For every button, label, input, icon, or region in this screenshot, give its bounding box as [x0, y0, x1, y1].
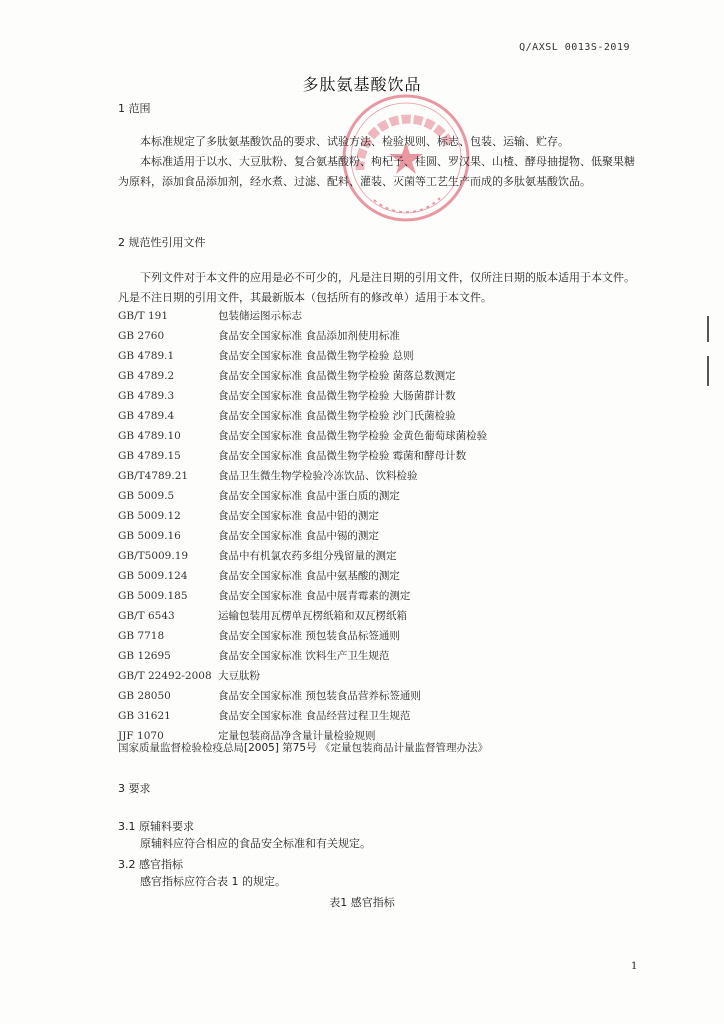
section-1-para-1-text: 本标准规定了多肽氨基酸饮品的要求、试验方法、检验规则、标志、包装、运输、贮存。: [140, 135, 569, 148]
ref-code: GB 5009.16: [118, 530, 181, 542]
ref-code: JJF 1070: [118, 730, 164, 742]
ref-code: GB/T5009.19: [118, 550, 189, 562]
ref-title: 食品安全国家标准 食品中铅的测定: [218, 510, 379, 522]
binding-edge-mark-icon: [702, 316, 714, 386]
section-1-heading: 1 范围: [118, 102, 151, 115]
ref-title: 食品安全国家标准 食品微生物学检验 总则: [218, 350, 414, 362]
ref-title: 运输包装用瓦楞单瓦楞纸箱和双瓦楞纸箱: [218, 610, 407, 622]
ref-code: GB/T 191: [118, 310, 169, 322]
ref-code: GB/T 22492-2008: [118, 670, 212, 682]
ref-title: 食品安全国家标准 食品中锡的测定: [218, 530, 379, 542]
ref-code: GB 4789.3: [118, 390, 175, 402]
ref-title: 大豆肽粉: [218, 670, 260, 682]
section-1-para-1: [118, 132, 638, 152]
section-2-intro: [118, 268, 638, 308]
ref-code: GB 4789.1: [118, 350, 175, 362]
section-1-para-2: [118, 152, 638, 192]
page-number: 1: [631, 961, 638, 972]
ref-code: GB 4789.10: [118, 430, 181, 442]
ref-code: GB 5009.124: [118, 570, 188, 582]
regulation-reference: 国家质量监督检验检疫总局[2005] 第75号 《定量包装商品计量监督管理办法》: [118, 742, 488, 754]
section-3-2-text: [118, 872, 638, 892]
ref-code: GB 5009.12: [118, 510, 181, 522]
section-3-heading: 3 要求: [118, 782, 151, 795]
ref-code: GB 4789.15: [118, 450, 181, 462]
section-3-1-heading: 3.1 原辅料要求: [118, 820, 194, 833]
ref-code: GB 5009.5: [118, 490, 175, 502]
ref-title: 食品中有机氯农药多组分残留量的测定: [218, 550, 397, 562]
ref-title: 食品安全国家标准 食品添加剂使用标准: [218, 330, 400, 342]
ref-code: GB 4789.2: [118, 370, 175, 382]
ref-code: GB 12695: [118, 650, 171, 662]
section-2-intro-text: 下列文件对于本文件的应用是必不可少的，凡是注日期的引用文件，仅所注日期的版本适用于本文件。凡是不注日期的引用文件，其最新版本（包括所有的修改单）适用于本文件。: [118, 271, 635, 304]
ref-title: 食品安全国家标准 食品中蛋白质的测定: [218, 490, 400, 502]
ref-code: GB 5009.185: [118, 590, 188, 602]
ref-title: 食品安全国家标准 食品经营过程卫生规范: [218, 710, 411, 722]
ref-title: 食品卫生微生物学检验冷冻饮品、饮料检验: [218, 470, 418, 482]
ref-title: 食品安全国家标准 食品中展青霉素的测定: [218, 590, 411, 602]
section-3-1-text-body: 原辅料应符合相应的食品安全标准和有关规定。: [140, 837, 371, 850]
ref-code: GB 4789.4: [118, 410, 175, 422]
ref-title: 食品安全国家标准 食品微生物学检验 菌落总数测定: [218, 370, 456, 382]
ref-title: 食品安全国家标准 食品微生物学检验 大肠菌群计数: [218, 390, 456, 402]
ref-title: 食品安全国家标准 预包装食品标签通则: [218, 630, 400, 642]
section-2-heading: 2 规范性引用文件: [118, 236, 206, 249]
ref-title: 食品安全国家标准 食品微生物学检验 霉菌和酵母计数: [218, 450, 467, 462]
ref-title: 食品安全国家标准 食品微生物学检验 沙门氏菌检验: [218, 410, 456, 422]
page-title: 多肽氨基酸饮品: [302, 75, 422, 94]
ref-title: 食品安全国家标准 食品微生物学检验 金黄色葡萄球菌检验: [218, 430, 488, 442]
section-3-2-text-body: 感官指标应符合表 1 的规定。: [140, 875, 286, 888]
ref-code: GB 2760: [118, 330, 165, 342]
ref-code: GB/T 6543: [118, 610, 175, 622]
ref-code: GB 31621: [118, 710, 171, 722]
ref-title: 食品安全国家标准 食品中氨基酸的测定: [218, 570, 400, 582]
table-caption: 表1 感官指标: [329, 896, 395, 909]
ref-code: GB 28050: [118, 690, 171, 702]
section-3-2-heading: 3.2 感官指标: [118, 858, 183, 871]
section-1-para-2-text: 本标准适用于以水、大豆肽粉、复合氨基酸粉、枸杞子、桂圆、罗汉果、山楂、酵母抽提物、低聚果糖为原料，添加食品添加剂，经水煮、过滤、配料、灌装、灭菌等工艺生产而成的多肽氨基酸饮品。: [118, 155, 635, 188]
document-code: Q/AXSL 0013S-2019: [519, 42, 630, 53]
ref-title: 包装储运图示标志: [218, 310, 302, 322]
ref-code: GB 7718: [118, 630, 165, 642]
ref-title: 食品安全国家标准 饮料生产卫生规范: [218, 650, 390, 662]
ref-title: 食品安全国家标准 预包装食品营养标签通则: [218, 690, 421, 702]
ref-code: GB/T4789.21: [118, 470, 189, 482]
section-3-1-text: [118, 834, 638, 854]
ref-title: 定量包装商品净含量计量检验规则: [218, 730, 376, 742]
